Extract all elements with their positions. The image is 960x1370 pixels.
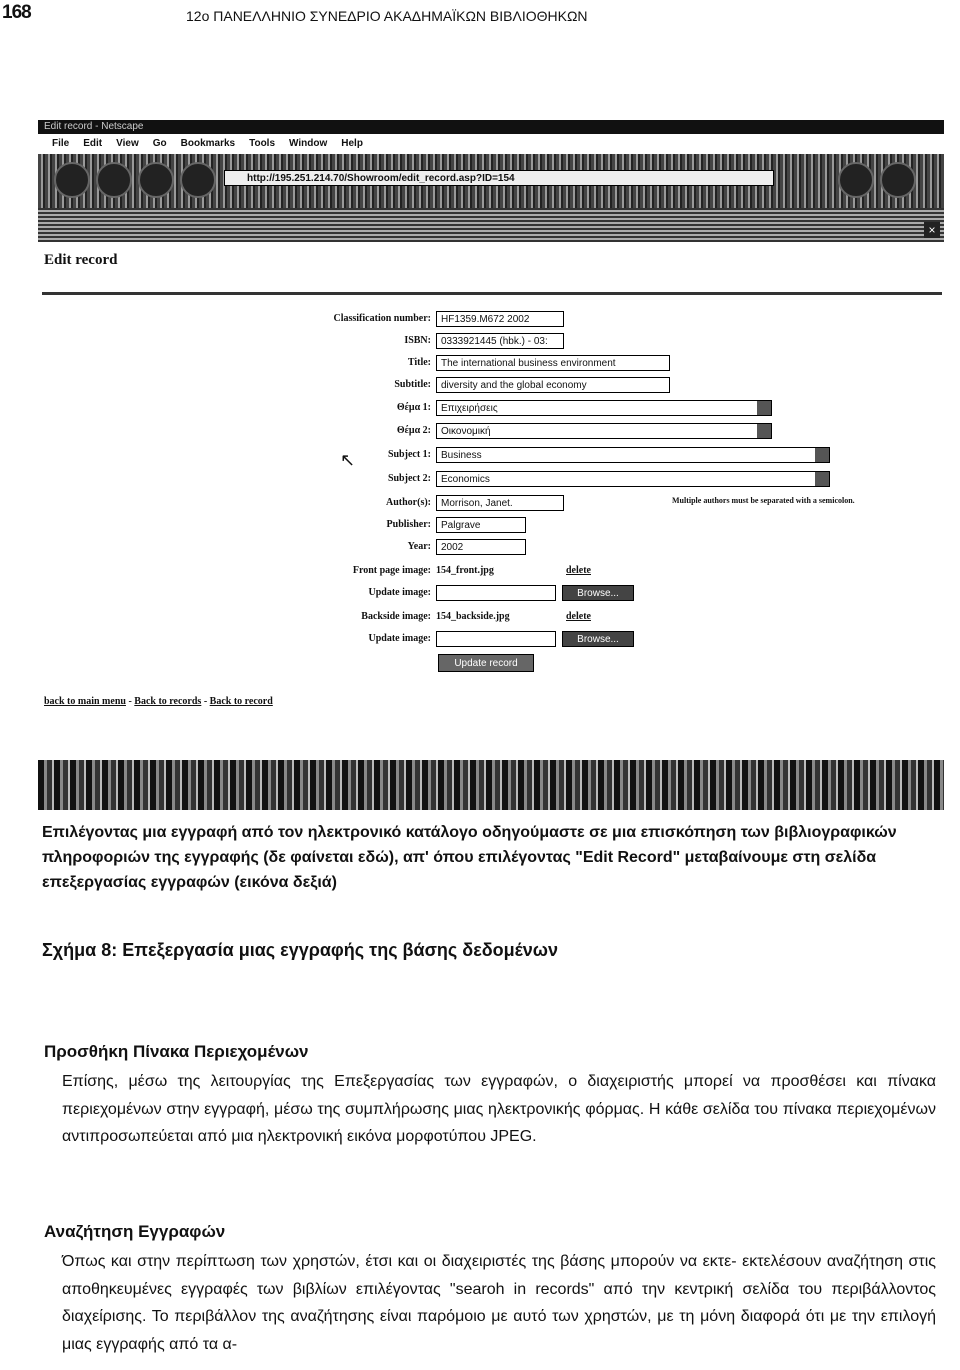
- field-label: Subject 2:: [387, 473, 431, 484]
- back-image-delete-link[interactable]: delete: [566, 611, 591, 622]
- year-input[interactable]: 2002: [436, 539, 526, 555]
- address-bar[interactable]: http://195.251.214.70/Showroom/edit_record.asp?ID=154: [224, 170, 774, 186]
- forward-icon[interactable]: [96, 162, 132, 198]
- section-heading: Προσθήκη Πίνακα Περιεχομένων: [44, 1042, 309, 1061]
- mouse-pointer-icon: ↖: [340, 450, 356, 470]
- publisher-input[interactable]: Palgrave: [436, 517, 526, 533]
- figure-caption: Επιλέγοντας μια εγγραφή από τον ηλεκτρονικό κατάλογο οδηγούμαστε σε μια επισκόπηση των βιβλιογραφικών πληροφοριών της εγγραφής (δε φαίνεται εδώ), απ' όπου επιλέγοντας "Edit Record" μεταβαίνουμε στη σελίδα επεξεργασίας εγγραφών (εικόνα δεξιά): [42, 824, 897, 891]
- body-paragraph: Όπως και στην περίπτωση των χρηστών, έτσι και οι διαχειριστές της βάσης μπορούν να εκτε- εκτελέσουν αναζήτηση στις αποθηκευμένες εγγραφές των βιβλίων επιλέγοντας "searoh in records" από την κεντρική σελίδα του περιβάλλοντος διαχείρισης. Το περιβάλλον της αναζήτησης είναι παρόμοιο με αυτό των χρηστών, με τη μόνη διαφορά ότι με την επιλογή μιας εγγραφής από τα α-: [62, 1253, 936, 1353]
- field-label: Classification number:: [333, 313, 431, 324]
- menu-view[interactable]: View: [116, 138, 139, 149]
- reload-icon[interactable]: [138, 162, 174, 198]
- menu-bookmarks[interactable]: Bookmarks: [180, 138, 236, 149]
- field-label: Θέμα 2:: [396, 425, 431, 436]
- figure-title: Σχήμα 8: Επεξεργασία μιας εγγραφής της βάσης δεδομένων: [42, 940, 559, 960]
- browser-screenshot: [38, 120, 944, 810]
- field-label: Backside image:: [361, 611, 431, 622]
- back-links: back to main menu - Back to records - Back to record: [44, 696, 273, 707]
- field-label: Update image:: [368, 587, 431, 598]
- authors-input[interactable]: Morrison, Janet.: [436, 495, 564, 511]
- divider: [42, 292, 942, 295]
- back-to-record-link[interactable]: Back to record: [209, 696, 273, 707]
- page-title: Edit record: [44, 252, 118, 268]
- back-icon[interactable]: [54, 162, 90, 198]
- classification-input[interactable]: HF1359.M672 2002: [436, 311, 564, 327]
- search-icon[interactable]: [838, 162, 874, 198]
- running-head: 12ο ΠΑΝΕΛΛΗΝΙΟ ΣΥΝΕΔΡΙΟ ΑΚΑΔΗΜΑΪΚΩΝ ΒΙΒΛΙΟΘΗΚΩΝ: [186, 8, 588, 24]
- back-to-main-menu-link[interactable]: back to main menu: [44, 696, 126, 707]
- taskbar: [38, 760, 944, 810]
- field-label: Author(s):: [386, 497, 431, 508]
- back-image-filename: 154_backside.jpg: [436, 611, 510, 622]
- subtitle-input[interactable]: diversity and the global economy: [436, 377, 670, 393]
- authors-hint: Multiple authors must be separated with a semicolon.: [672, 496, 855, 505]
- field-label: Year:: [407, 541, 431, 552]
- isbn-input[interactable]: 0333921445 (hbk.) - 03:: [436, 333, 564, 349]
- topic-2-select[interactable]: Οικονομική: [436, 423, 772, 439]
- back-image-file-input[interactable]: [436, 631, 556, 647]
- field-label: Publisher:: [386, 519, 431, 530]
- subject-2-select[interactable]: Economics: [436, 471, 830, 487]
- field-label: Title:: [407, 357, 431, 368]
- page-number: 168: [2, 2, 31, 23]
- title-input[interactable]: The international business environment: [436, 355, 670, 371]
- topic-1-select[interactable]: Επιχειρήσεις: [436, 400, 772, 416]
- front-image-filename: 154_front.jpg: [436, 565, 494, 576]
- menu-edit[interactable]: Edit: [83, 138, 103, 149]
- update-record-button[interactable]: Update record: [438, 654, 534, 672]
- menu-tools[interactable]: Tools: [249, 138, 276, 149]
- field-label: Subject 1:: [387, 449, 431, 460]
- field-label: Subtitle:: [394, 379, 431, 390]
- window-title: Edit record - Netscape: [38, 120, 944, 134]
- menu-file[interactable]: File: [52, 138, 70, 149]
- front-image-delete-link[interactable]: delete: [566, 565, 591, 576]
- back-to-records-link[interactable]: Back to records: [134, 696, 202, 707]
- stop-icon[interactable]: [180, 162, 216, 198]
- close-icon[interactable]: ×: [924, 222, 940, 238]
- menu-help[interactable]: Help: [341, 138, 363, 149]
- print-icon[interactable]: [880, 162, 916, 198]
- front-image-file-input[interactable]: [436, 585, 556, 601]
- field-label: Update image:: [368, 633, 431, 644]
- field-label: ISBN:: [404, 335, 431, 346]
- field-label: Θέμα 1:: [396, 402, 431, 413]
- front-browse-button[interactable]: Browse...: [562, 585, 634, 601]
- back-browse-button[interactable]: Browse...: [562, 631, 634, 647]
- subject-1-select[interactable]: Business: [436, 447, 830, 463]
- body-paragraph: Επίσης, μέσω της λειτουργίας της Επεξεργασίας των εγγραφών, ο διαχειριστής μπορεί να προσθέσει και πίνακα περιεχομένων στην εγγραφή, μέσω της συμπλήρωσης μιας ηλεκτρονικής φόρμας. Η κάθε σελίδα του πίνακα περιεχομένων αντιπροσωπεύεται από μια ηλεκτρονική εικόνα μορφοτύπου JPEG.: [62, 1073, 936, 1145]
- menu-window[interactable]: Window: [289, 138, 328, 149]
- section-heading: Αναζήτηση Εγγραφών: [44, 1222, 226, 1241]
- menu-bar: [38, 135, 944, 153]
- menu-go[interactable]: Go: [152, 138, 167, 149]
- personal-toolbar: [38, 208, 944, 242]
- field-label: Front page image:: [352, 565, 431, 576]
